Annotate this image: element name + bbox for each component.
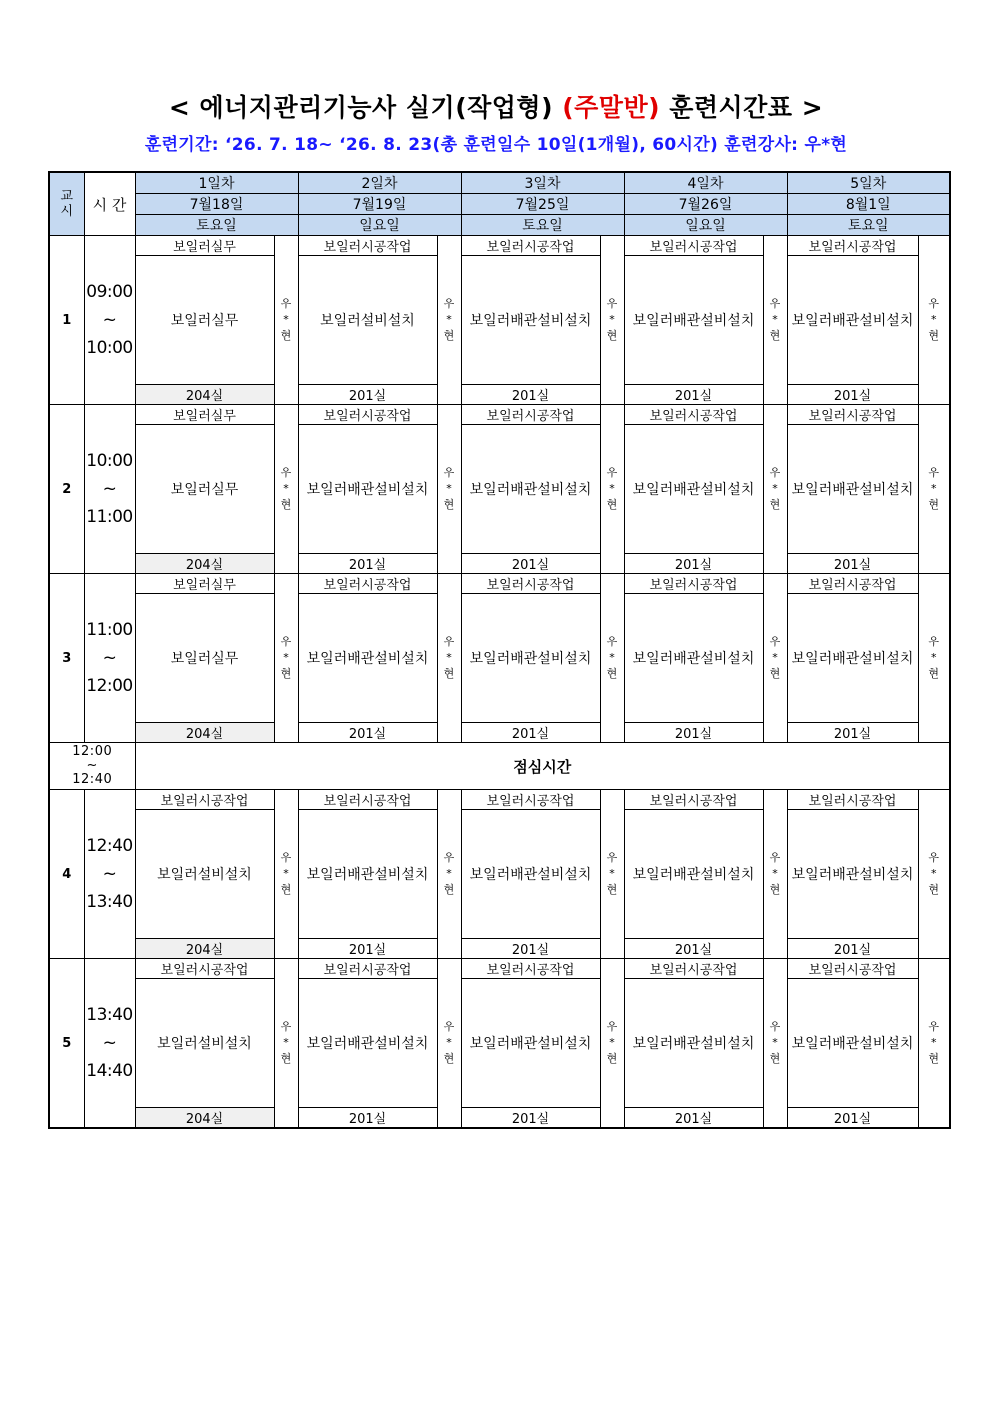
instructor-char: 우 <box>928 635 940 648</box>
instructor-char: 현 <box>280 667 292 680</box>
instructor-char: 우 <box>443 466 455 479</box>
instructor-char: * <box>609 313 615 326</box>
room-number: 201실 <box>298 723 437 743</box>
instructor-char: 현 <box>443 329 455 342</box>
instructor-name <box>918 790 950 959</box>
subject-name: 보일러배관설비설치 <box>787 256 918 385</box>
instructor-char: 우 <box>280 851 292 864</box>
instructor-char: 우 <box>606 635 618 648</box>
instructor-char: 현 <box>443 1052 455 1065</box>
period-number: 3 <box>49 574 84 743</box>
instructor-char: 우 <box>928 851 940 864</box>
subject-category: 보일러실무 <box>135 405 274 425</box>
room-number: 201실 <box>624 1108 763 1129</box>
day-label: 5일차 <box>787 172 950 194</box>
instructor-char: 현 <box>443 498 455 511</box>
instructor-char: 현 <box>280 329 292 342</box>
subject-name: 보일러배관설비설치 <box>461 810 600 939</box>
instructor-char: 우 <box>769 635 781 648</box>
instructor-char: 현 <box>443 667 455 680</box>
subject-category: 보일러시공작업 <box>461 574 600 594</box>
period-time-end: 13:40 <box>86 892 133 912</box>
period-time-start: 09:00 <box>86 282 133 302</box>
instructor-char: 현 <box>606 498 618 511</box>
instructor-name <box>918 959 950 1129</box>
period-number: 1 <box>49 236 84 405</box>
subject-name: 보일러배관설비설치 <box>624 425 763 554</box>
subject-category: 보일러시공작업 <box>461 405 600 425</box>
instructor-char: 우 <box>443 1020 455 1033</box>
instructor-char: 현 <box>280 498 292 511</box>
subject-category: 보일러시공작업 <box>624 959 763 979</box>
instructor-char: * <box>609 867 615 880</box>
subject-category: 보일러시공작업 <box>135 790 274 810</box>
day-weekday: 일요일 <box>624 215 787 236</box>
subject-category: 보일러시공작업 <box>298 405 437 425</box>
subject-name: 보일러배관설비설치 <box>298 810 437 939</box>
instructor-char: 현 <box>769 1052 781 1065</box>
subject-category: 보일러시공작업 <box>298 574 437 594</box>
period-number: 2 <box>49 405 84 574</box>
period-number: 4 <box>49 790 84 959</box>
instructor-char: 우 <box>606 297 618 310</box>
period-time-sep: ~ <box>102 1033 117 1053</box>
subject-name: 보일러배관설비설치 <box>787 594 918 723</box>
day-label: 1일차 <box>135 172 298 194</box>
day-date: 7월18일 <box>135 194 298 215</box>
instructor-char: 우 <box>443 635 455 648</box>
room-number: 201실 <box>298 1108 437 1129</box>
instructor-char: * <box>772 482 778 495</box>
instructor-char: * <box>772 651 778 664</box>
header-time: 시 간 <box>84 172 135 236</box>
subject-name: 보일러배관설비설치 <box>624 979 763 1108</box>
room-number: 201실 <box>461 939 600 959</box>
instructor-name <box>274 959 298 1129</box>
instructor-name <box>600 236 624 405</box>
instructor-char: 우 <box>606 466 618 479</box>
instructor-char: 우 <box>928 1020 940 1033</box>
instructor-name <box>274 574 298 743</box>
subject-name: 보일러실무 <box>135 256 274 385</box>
instructor-char: * <box>283 482 289 495</box>
instructor-name <box>437 790 461 959</box>
header-gyosi <box>49 172 84 236</box>
instructor-char: * <box>772 867 778 880</box>
period-row <box>49 236 950 256</box>
subject-name: 보일러실무 <box>135 425 274 554</box>
instructor-name <box>437 959 461 1129</box>
period-time-start: 11:00 <box>86 620 133 640</box>
room-number: 201실 <box>461 1108 600 1129</box>
instructor-char: * <box>446 482 452 495</box>
subject-name: 보일러설비설치 <box>135 810 274 939</box>
subject-name: 보일러배관설비설치 <box>298 979 437 1108</box>
room-number: 201실 <box>787 554 918 574</box>
subject-name: 보일러배관설비설치 <box>461 979 600 1108</box>
period-time-start: 10:00 <box>86 451 133 471</box>
period-time-start: 12:40 <box>86 836 133 856</box>
instructor-char: * <box>931 651 937 664</box>
instructor-name <box>763 574 787 743</box>
period-time-end: 11:00 <box>86 507 133 527</box>
period-number: 5 <box>49 959 84 1129</box>
period-row <box>49 790 950 810</box>
instructor-char: 우 <box>280 297 292 310</box>
instructor-name <box>918 236 950 405</box>
period-row <box>49 959 950 979</box>
instructor-char: * <box>931 1036 937 1049</box>
period-time <box>84 790 135 959</box>
subject-name: 보일러배관설비설치 <box>461 425 600 554</box>
instructor-char: * <box>931 313 937 326</box>
instructor-char: 우 <box>280 635 292 648</box>
room-number: 201실 <box>787 939 918 959</box>
instructor-char: 우 <box>280 1020 292 1033</box>
day-label: 3일차 <box>461 172 624 194</box>
subject-name: 보일러배관설비설치 <box>461 594 600 723</box>
period-time <box>84 236 135 405</box>
instructor-name <box>763 790 787 959</box>
instructor-char: * <box>283 651 289 664</box>
room-number: 204실 <box>135 723 274 743</box>
instructor-char: * <box>446 313 452 326</box>
instructor-name <box>274 790 298 959</box>
title-prefix: < 에너지관리기능사 실기(작업형) <box>168 93 563 122</box>
subject-name: 보일러배관설비설치 <box>298 594 437 723</box>
room-number: 201실 <box>461 385 600 405</box>
instructor-char: * <box>283 867 289 880</box>
instructor-char: * <box>609 651 615 664</box>
subject-category: 보일러시공작업 <box>787 236 918 256</box>
subject-name: 보일러배관설비설치 <box>624 594 763 723</box>
instructor-char: 현 <box>928 498 940 511</box>
lunch-time <box>49 743 135 790</box>
subject-name: 보일러실무 <box>135 594 274 723</box>
room-number: 201실 <box>787 385 918 405</box>
instructor-char: 현 <box>928 667 940 680</box>
subject-category: 보일러시공작업 <box>787 790 918 810</box>
instructor-char: 현 <box>606 1052 618 1065</box>
day-weekday: 토요일 <box>787 215 950 236</box>
lunch-time-end: 12:40 <box>72 772 113 787</box>
period-time <box>84 959 135 1129</box>
period-row <box>49 574 950 594</box>
room-number: 201실 <box>787 1108 918 1129</box>
room-number: 201실 <box>624 554 763 574</box>
period-time-end: 10:00 <box>86 338 133 358</box>
subject-name: 보일러배관설비설치 <box>624 810 763 939</box>
instructor-char: 우 <box>928 297 940 310</box>
subject-category: 보일러시공작업 <box>624 574 763 594</box>
instructor-char: 현 <box>928 329 940 342</box>
lunch-label: 점심시간 <box>135 743 950 790</box>
period-time-sep: ~ <box>102 479 117 499</box>
period-time-start: 13:40 <box>86 1005 133 1025</box>
subject-category: 보일러실무 <box>135 574 274 594</box>
instructor-char: * <box>772 1036 778 1049</box>
subject-category: 보일러시공작업 <box>298 790 437 810</box>
subject-category: 보일러시공작업 <box>298 236 437 256</box>
instructor-char: * <box>772 313 778 326</box>
subject-name: 보일러배관설비설치 <box>787 810 918 939</box>
instructor-char: 현 <box>280 1052 292 1065</box>
page-title <box>0 88 992 124</box>
instructor-char: 우 <box>606 1020 618 1033</box>
subject-category: 보일러시공작업 <box>787 405 918 425</box>
subject-name: 보일러배관설비설치 <box>461 256 600 385</box>
instructor-char: * <box>283 1036 289 1049</box>
period-time <box>84 574 135 743</box>
subject-category: 보일러시공작업 <box>787 959 918 979</box>
instructor-char: 우 <box>769 1020 781 1033</box>
subject-category: 보일러시공작업 <box>624 790 763 810</box>
instructor-char: * <box>446 1036 452 1049</box>
title-suffix: 훈련시간표 > <box>660 93 824 122</box>
room-number: 201실 <box>624 723 763 743</box>
instructor-char: 우 <box>606 851 618 864</box>
instructor-char: 우 <box>928 466 940 479</box>
instructor-name <box>918 405 950 574</box>
instructor-char: * <box>446 867 452 880</box>
instructor-char: 우 <box>769 297 781 310</box>
instructor-char: * <box>609 1036 615 1049</box>
instructor-char: 우 <box>280 466 292 479</box>
instructor-char: 우 <box>443 851 455 864</box>
subject-category: 보일러시공작업 <box>624 405 763 425</box>
instructor-name <box>763 405 787 574</box>
period-time-sep: ~ <box>102 310 117 330</box>
instructor-name <box>437 236 461 405</box>
instructor-name <box>600 790 624 959</box>
header-gyosi-label: 교 시 <box>60 189 74 219</box>
instructor-name <box>918 574 950 743</box>
instructor-name <box>600 959 624 1129</box>
room-number: 201실 <box>624 939 763 959</box>
instructor-name <box>437 405 461 574</box>
instructor-char: * <box>446 651 452 664</box>
subject-category: 보일러실무 <box>135 236 274 256</box>
subject-name: 보일러설비설치 <box>135 979 274 1108</box>
period-time-sep: ~ <box>102 648 117 668</box>
subject-category: 보일러시공작업 <box>787 574 918 594</box>
instructor-char: * <box>931 867 937 880</box>
day-date: 8월1일 <box>787 194 950 215</box>
schedule-table <box>48 171 951 1129</box>
subject-name: 보일러배관설비설치 <box>298 425 437 554</box>
instructor-char: * <box>283 313 289 326</box>
subject-name: 보일러배관설비설치 <box>624 256 763 385</box>
instructor-char: * <box>931 482 937 495</box>
lunch-time-start: 12:00 <box>72 744 113 759</box>
period-time-end: 12:00 <box>86 676 133 696</box>
lunch-time-sep: ~ <box>86 758 98 773</box>
instructor-name <box>763 959 787 1129</box>
instructor-char: * <box>609 482 615 495</box>
instructor-char: 우 <box>769 851 781 864</box>
day-weekday: 토요일 <box>135 215 298 236</box>
room-number: 201실 <box>624 385 763 405</box>
room-number: 201실 <box>298 554 437 574</box>
instructor-char: 현 <box>769 883 781 896</box>
instructor-char: 현 <box>769 498 781 511</box>
subject-category: 보일러시공작업 <box>135 959 274 979</box>
period-time <box>84 405 135 574</box>
period-time-end: 14:40 <box>86 1061 133 1081</box>
subject-category: 보일러시공작업 <box>461 236 600 256</box>
room-number: 204실 <box>135 385 274 405</box>
room-number: 201실 <box>461 723 600 743</box>
instructor-char: 우 <box>443 297 455 310</box>
period-row <box>49 405 950 425</box>
room-number: 204실 <box>135 554 274 574</box>
subject-category: 보일러시공작업 <box>298 959 437 979</box>
room-number: 201실 <box>787 723 918 743</box>
room-number: 204실 <box>135 1108 274 1129</box>
instructor-char: 현 <box>928 883 940 896</box>
room-number: 204실 <box>135 939 274 959</box>
instructor-name <box>437 574 461 743</box>
room-number: 201실 <box>298 385 437 405</box>
title-highlight: (주말반) <box>562 93 661 122</box>
instructor-char: 현 <box>606 329 618 342</box>
subject-category: 보일러시공작업 <box>461 959 600 979</box>
instructor-char: 현 <box>769 329 781 342</box>
instructor-name <box>274 236 298 405</box>
day-weekday: 일요일 <box>298 215 461 236</box>
subject-name: 보일러설비설치 <box>298 256 437 385</box>
subject-category: 보일러시공작업 <box>624 236 763 256</box>
subject-category: 보일러시공작업 <box>461 790 600 810</box>
instructor-char: 현 <box>769 667 781 680</box>
instructor-char: 현 <box>280 883 292 896</box>
instructor-name <box>600 405 624 574</box>
period-time-sep: ~ <box>102 864 117 884</box>
day-weekday: 토요일 <box>461 215 624 236</box>
instructor-name <box>600 574 624 743</box>
instructor-name <box>763 236 787 405</box>
instructor-char: 현 <box>928 1052 940 1065</box>
instructor-name <box>274 405 298 574</box>
instructor-char: 현 <box>443 883 455 896</box>
day-date: 7월26일 <box>624 194 787 215</box>
day-label: 4일차 <box>624 172 787 194</box>
subject-name: 보일러배관설비설치 <box>787 979 918 1108</box>
instructor-char: 현 <box>606 667 618 680</box>
instructor-char: 우 <box>769 466 781 479</box>
room-number: 201실 <box>461 554 600 574</box>
subject-name: 보일러배관설비설치 <box>787 425 918 554</box>
room-number: 201실 <box>298 939 437 959</box>
instructor-char: 현 <box>606 883 618 896</box>
day-date: 7월19일 <box>298 194 461 215</box>
day-date: 7월25일 <box>461 194 624 215</box>
lunch-row <box>49 743 950 790</box>
day-label: 2일차 <box>298 172 461 194</box>
training-period-subtitle: 훈련기간: ‘26. 7. 18~ ‘26. 8. 23(총 훈련일수 10일(1개월), 60시간) 훈련강사: 우*현 <box>144 135 848 155</box>
